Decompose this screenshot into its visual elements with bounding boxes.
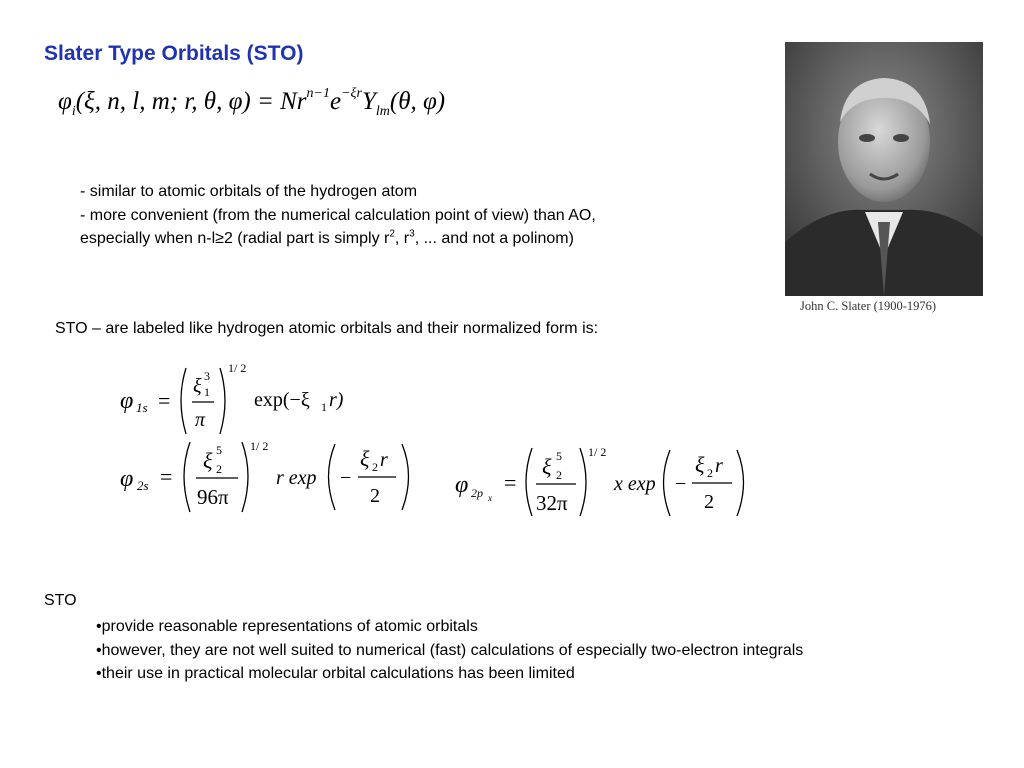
f1-tail-r: r) xyxy=(329,389,344,411)
f2-num: ξ xyxy=(203,448,213,473)
f2-num-sub: 2 xyxy=(216,462,222,476)
formula-1s xyxy=(120,361,344,434)
f3-num: ξ xyxy=(542,454,552,479)
photo-caption: John C. Slater (1900-1976) xyxy=(800,299,937,313)
sto-general-equation xyxy=(58,86,446,119)
sto-formulas xyxy=(0,350,1024,530)
formula-2s xyxy=(120,439,409,512)
sto-bullet: • however, they are not well suited to numerical (fast) calculations of especially two-electron integrals xyxy=(96,639,803,663)
intro-sup: 2 xyxy=(389,228,395,240)
labeled-like-text: STO – are labeled like hydrogen atomic orbitals and their normalized form is: xyxy=(55,320,599,337)
slide-title: Slater Type Orbitals (STO) xyxy=(44,42,304,65)
sto-bullet-list xyxy=(96,615,803,686)
eq-phi-sub: i xyxy=(71,104,76,119)
f3-inner-num: ξ xyxy=(695,452,705,477)
f3-minus: − xyxy=(675,473,687,495)
f2-num-sup: 5 xyxy=(216,443,222,457)
f2-inner-num: ξ xyxy=(360,446,370,471)
f1-tail: exp(−ξ xyxy=(254,389,310,411)
f3-mid: x exp xyxy=(614,473,656,495)
f2-sub: 2s xyxy=(137,478,149,493)
eq-e-exp: −ξr xyxy=(341,86,362,101)
eq-phi: φ xyxy=(58,88,72,115)
f3-eq: = xyxy=(504,470,517,495)
intro-text: , ... and not a polinom) xyxy=(414,230,574,247)
f1-num-sub: 1 xyxy=(204,385,210,399)
intro-line: - more convenient (from the numerical calculation point of view) than AO, xyxy=(80,206,596,224)
f2-power: 1/ 2 xyxy=(250,439,269,453)
f2-phi: φ xyxy=(120,466,134,492)
f2-inner-den: 2 xyxy=(370,485,380,507)
sto-bullet: • their use in practical molecular orbital calculations has been limited xyxy=(96,662,803,686)
sto-bullet: • provide reasonable representations of atomic orbitals xyxy=(96,615,803,639)
formula-2px xyxy=(455,445,744,516)
f3-num-sub: 2 xyxy=(556,468,562,482)
intro-sup: 3 xyxy=(409,228,415,240)
f2-den: 96π xyxy=(197,485,229,509)
f2-inner-sub: 2 xyxy=(372,460,378,474)
f3-power: 1/ 2 xyxy=(588,445,607,459)
f3-sub-x: x xyxy=(488,493,492,503)
f3-num-sup: 5 xyxy=(556,449,562,463)
f3-sub: 2p xyxy=(471,486,483,500)
f3-den: 32π xyxy=(536,491,568,515)
eq-Y: Y xyxy=(361,88,376,115)
f2-inner-r: r xyxy=(380,449,388,471)
intro-bullets xyxy=(80,180,596,251)
f3-inner-sub: 2 xyxy=(707,466,713,480)
eq-r: r xyxy=(296,88,307,115)
f2-eq: = xyxy=(160,464,173,489)
f1-den: π xyxy=(195,409,206,431)
f1-tail-sub: 1 xyxy=(321,400,327,414)
f2-minus: − xyxy=(340,467,352,489)
eq-Y-sub: lm xyxy=(375,104,390,119)
f1-num: ξ xyxy=(193,375,202,397)
f1-power: 1/ 2 xyxy=(228,361,247,375)
f2-mid: r exp xyxy=(276,467,317,489)
eq-r-exp: n−1 xyxy=(306,86,330,101)
intro-text: especially when n-l≥2 (radial part is simply r xyxy=(80,230,390,247)
sto-heading: STO xyxy=(44,592,77,609)
f3-inner-den: 2 xyxy=(704,491,714,513)
f1-phi: φ xyxy=(120,388,134,414)
portrait-illustration xyxy=(785,42,983,296)
f3-phi: φ xyxy=(455,472,469,498)
f3-inner-r: r xyxy=(715,455,723,477)
f1-num-sup: 3 xyxy=(204,369,210,383)
f1-eq: = xyxy=(158,388,171,413)
intro-line xyxy=(80,227,596,251)
eq-e: e xyxy=(329,88,342,115)
eq-Y-args: (θ, φ) xyxy=(389,88,446,115)
eq-args: (ξ, n, l, m; r, θ, φ) = N xyxy=(75,88,297,115)
portrait-photo xyxy=(785,42,983,296)
intro-text: , r xyxy=(394,230,410,247)
f1-sub: 1s xyxy=(136,400,148,415)
intro-line: - similar to atomic orbitals of the hydrogen atom xyxy=(80,183,418,200)
